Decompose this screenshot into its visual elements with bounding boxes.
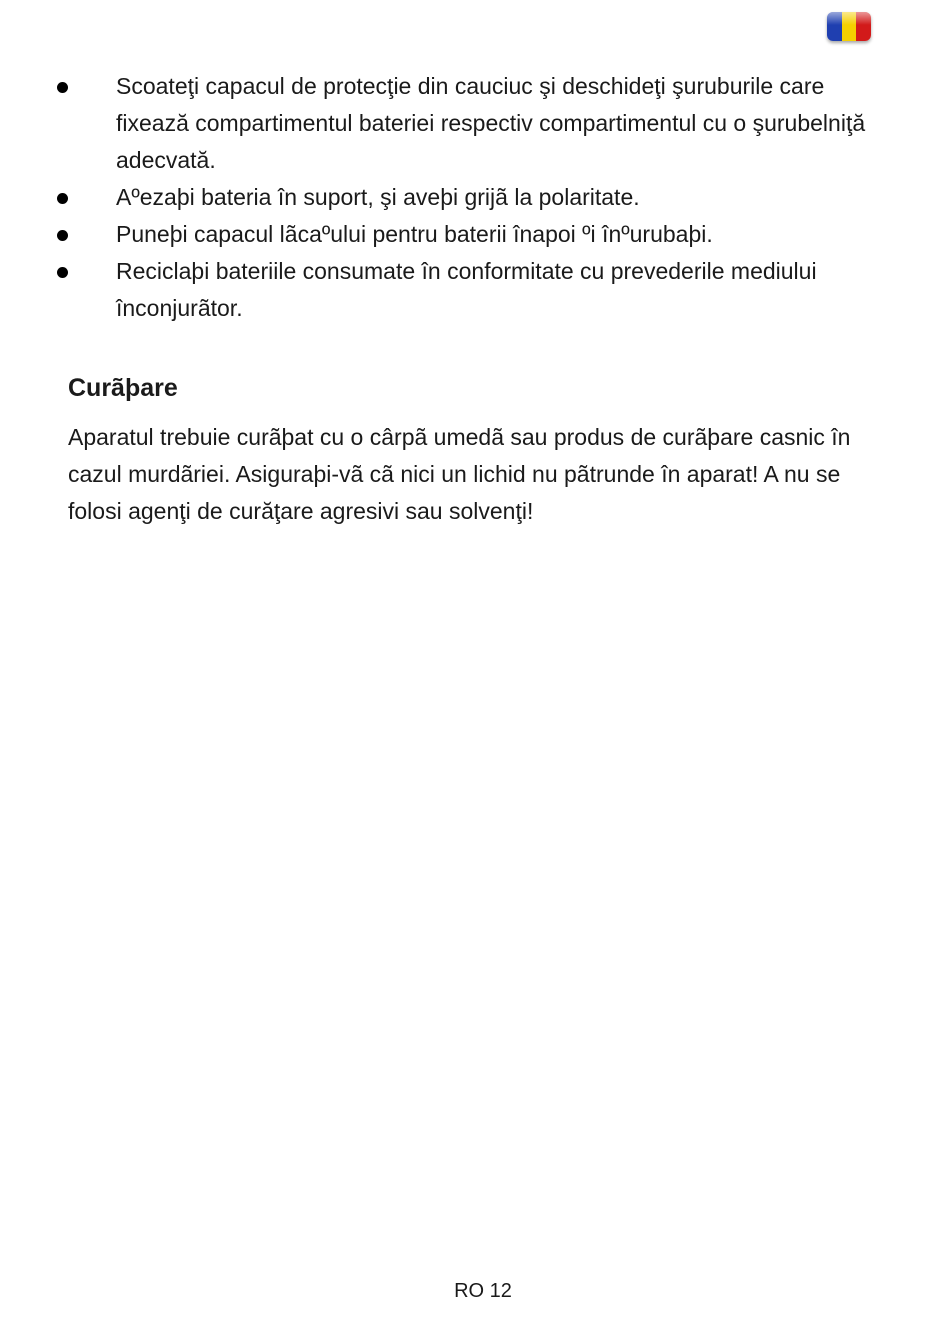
bullet-dot-icon [57, 267, 68, 278]
bullet-item [0, 253, 890, 327]
bullet-dot-icon [57, 82, 68, 93]
bullet-text: Scoateţi capacul de protecţie din cauciuc şi deschideţi şuruburile care fixează compartimentul bateriei respectiv compartimentul cu o şurubelniţă adecvată. [116, 73, 866, 173]
bullet-text: Reciclaþi bateriile consumate în conformitate cu prevederile mediului înconjurãtor. [116, 258, 817, 321]
bullet-dot-icon [57, 193, 68, 204]
bullet-item [0, 68, 890, 179]
romania-flag-icon [827, 12, 871, 41]
flag-gloss [827, 12, 871, 25]
bullet-item [0, 216, 890, 253]
bullet-dot-icon [57, 230, 68, 241]
page-number: RO 12 [454, 1280, 512, 1302]
bullet-list [0, 68, 890, 327]
bullet-text: Puneþi capacul lãcaºului pentru baterii înapoi ºi înºurubaþi. [116, 221, 713, 247]
bullet-text: Aºezaþi bateria în suport, şi aveþi grijã la polaritate. [116, 184, 640, 210]
bullet-item [0, 179, 890, 216]
section-body: Aparatul trebuie curãþat cu o cârpã umedã sau produs de curãþare casnic în cazul murdãriei. Asiguraþi-vã cã nici un lichid nu pãtrunde în aparat! A nu se folosi agenţi de curăţare agresivi sau solvenţi! [68, 424, 851, 524]
section-title: Curãþare [68, 374, 178, 402]
